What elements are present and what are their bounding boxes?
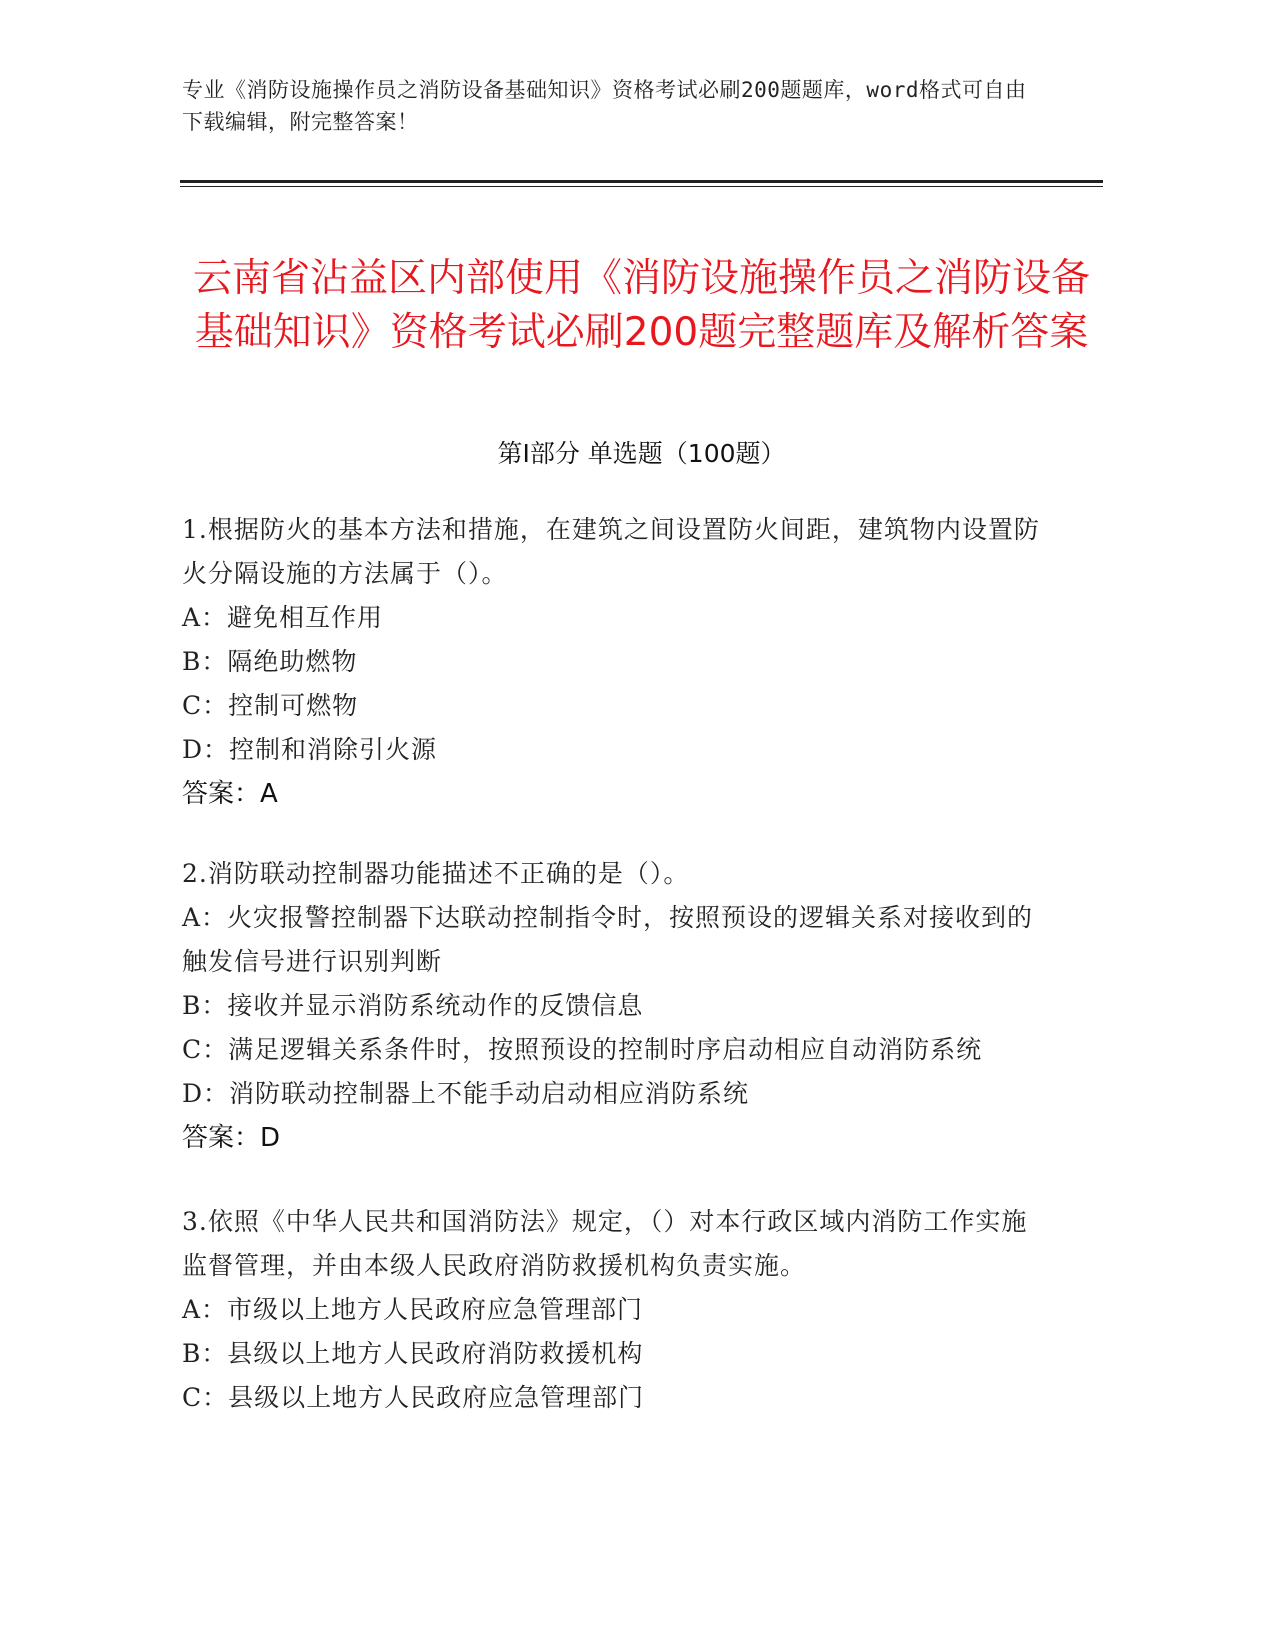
header-divider-thin [180,186,1103,187]
option-a: A：避免相互作用 [182,603,384,632]
option-a: A：市级以上地方人民政府应急管理部门 [182,1295,644,1324]
question-stem: 1.根据防火的基本方法和措施，在建筑之间设置防火间距，建筑物内设置防火分隔设施的方法属于（）。 [182,515,1040,588]
option-c: C：控制可燃物 [182,691,359,720]
document-title: 云南省沾益区内部使用《消防设施操作员之消防设备基础知识》资格考试必刷200题完整题库及解析答案 [192,256,1090,356]
question-2 [182,852,1042,1160]
option-a: A：火灾报警控制器下达联动控制指令时，按照预设的逻辑关系对接收到的触发信号进行识别判断 [182,903,1034,976]
header-note: 专业《消防设施操作员之消防设备基础知识》资格考试必刷200题题库，word格式可自由下载编辑，附完整答案！ [182,78,1027,134]
question-3 [182,1200,1042,1420]
question-1 [182,508,1042,816]
question-stem: 3.依照《中华人民共和国消防法》规定，（）对本行政区域内消防工作实施监督管理，并由本级人民政府消防救援机构负责实施。 [182,1207,1028,1280]
option-d: D：消防联动控制器上不能手动启动相应消防系统 [182,1079,750,1108]
header-divider-thick [180,180,1103,183]
question-stem: 2.消防联动控制器功能描述不正确的是（）。 [182,859,690,888]
option-c: C：县级以上地方人民政府应急管理部门 [182,1383,645,1412]
answer: 答案：D [182,1123,281,1153]
option-d: D：控制和消除引火源 [182,735,438,764]
answer: 答案：A [182,779,278,809]
option-b: B：隔绝助燃物 [182,647,358,676]
option-b: B：县级以上地方人民政府消防救援机构 [182,1339,644,1368]
option-c: C：满足逻辑关系条件时，按照预设的控制时序启动相应自动消防系统 [182,1035,983,1064]
section-title: 第I部分 单选题（100题） [497,439,786,468]
option-b: B：接收并显示消防系统动作的反馈信息 [182,991,644,1020]
